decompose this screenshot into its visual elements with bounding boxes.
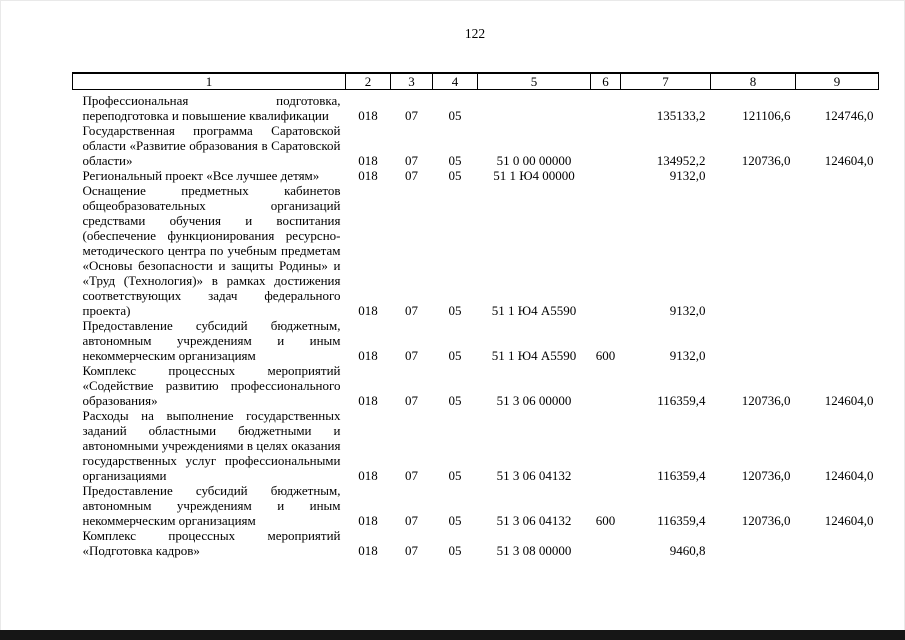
row-value: 9132,0	[669, 303, 706, 318]
row-value: 124604,0	[824, 153, 874, 168]
row-value: 51 1 Ю4 А5590	[491, 348, 577, 363]
row-value: 05	[448, 393, 462, 408]
row-value: 116359,4	[657, 468, 706, 483]
column-header: 7	[621, 73, 711, 90]
row-value: 05	[448, 153, 462, 168]
row-value	[478, 90, 591, 124]
row-value: 018	[358, 468, 378, 483]
table-row	[73, 168, 879, 183]
table-row	[73, 123, 879, 168]
row-value: 018	[358, 153, 378, 168]
row-value	[796, 168, 879, 183]
row-value: 07	[405, 543, 418, 558]
row-description: Комплекс процессных мероприятий «Подготовка кадров»	[82, 528, 341, 558]
row-value: 018	[358, 513, 378, 528]
table-row	[73, 90, 879, 124]
row-value	[796, 318, 879, 363]
row-description: Оснащение предметных кабинетов общеобразовательных организаций средствами обучения и воспитания (обеспечение функционирования ресурсно-методического центра по учебным предметам «Основы безопасности и защиты Родины» и «Труд (Технология)» в рамках достижения соответствующих задач федерального проекта)	[82, 183, 341, 318]
table-body	[73, 90, 879, 559]
row-value: 07	[405, 108, 418, 123]
row-value: 51 1 Ю4 А5590	[491, 303, 577, 318]
row-value	[591, 528, 621, 558]
column-header: 9	[796, 73, 879, 90]
row-description: Предоставление субсидий бюджетным, автономным учреждениям и иным некоммерческим организациям	[82, 483, 341, 528]
row-value: 07	[405, 348, 418, 363]
row-value	[711, 318, 796, 363]
row-value: 124746,0	[824, 108, 874, 123]
table-header	[73, 73, 879, 90]
row-value: 9460,8	[669, 543, 706, 558]
column-header: 2	[346, 73, 391, 90]
row-description: Предоставление субсидий бюджетным, автономным учреждениям и иным некоммерческим организациям	[82, 318, 341, 363]
table-row	[73, 483, 879, 528]
row-value: 120736,0	[741, 468, 791, 483]
budget-table	[72, 72, 879, 558]
row-value	[591, 168, 621, 183]
table-row	[73, 528, 879, 558]
row-description: Профессиональная подготовка, переподготовка и повышение квалификации	[82, 93, 341, 123]
row-description: Расходы на выполнение государственных заданий областными бюджетными и автономными учреждениями в целях оказания государственных услуг профессиональными организациями	[82, 408, 341, 483]
row-value: 07	[405, 168, 418, 183]
row-value	[711, 168, 796, 183]
row-value: 51 3 08 00000	[496, 543, 572, 558]
column-header: 6	[591, 73, 621, 90]
row-value: 116359,4	[657, 393, 706, 408]
row-value: 07	[405, 303, 418, 318]
row-value: 05	[448, 168, 462, 183]
row-value	[591, 408, 621, 483]
row-value: 05	[448, 303, 462, 318]
row-value: 124604,0	[824, 513, 874, 528]
row-value	[591, 363, 621, 408]
table-header-row	[73, 73, 879, 90]
row-value: 120736,0	[741, 153, 791, 168]
row-value: 124604,0	[824, 393, 874, 408]
row-value: 120736,0	[741, 393, 791, 408]
row-value	[796, 528, 879, 558]
row-value: 124604,0	[824, 468, 874, 483]
row-value: 018	[358, 108, 378, 123]
row-value: 07	[405, 468, 418, 483]
row-value	[591, 123, 621, 168]
row-description: Комплекс процессных мероприятий «Содействие развитию профессионального образования»	[82, 363, 341, 408]
row-value: 51 3 06 00000	[496, 393, 572, 408]
row-value: 018	[358, 303, 378, 318]
column-header: 8	[711, 73, 796, 90]
table-row	[73, 318, 879, 363]
row-value: 05	[448, 348, 462, 363]
row-value: 05	[448, 543, 462, 558]
row-value: 121106,6	[742, 108, 791, 123]
row-description: Государственная программа Саратовской области «Развитие образования в Саратовской области»	[82, 123, 341, 168]
row-value: 600	[595, 513, 616, 528]
row-value: 51 0 00 00000	[496, 153, 572, 168]
row-value: 018	[358, 543, 378, 558]
row-value: 05	[448, 513, 462, 528]
row-value: 05	[448, 468, 462, 483]
column-header: 4	[433, 73, 478, 90]
row-value	[711, 528, 796, 558]
row-value: 018	[358, 168, 378, 183]
row-value: 018	[358, 348, 378, 363]
row-value: 51 1 Ю4 00000	[493, 168, 575, 183]
table-row	[73, 363, 879, 408]
row-value: 116359,4	[657, 513, 706, 528]
row-value: 05	[448, 108, 462, 123]
table-row	[73, 183, 879, 318]
row-value: 120736,0	[741, 513, 791, 528]
row-value	[796, 183, 879, 318]
row-value	[711, 183, 796, 318]
row-description: Региональный проект «Все лучшее детям»	[82, 168, 320, 183]
row-value: 9132,0	[669, 348, 706, 363]
row-value	[591, 183, 621, 318]
row-value: 51 3 06 04132	[496, 513, 572, 528]
row-value: 018	[358, 393, 378, 408]
row-value: 135133,2	[656, 108, 706, 123]
row-value: 134952,2	[656, 153, 706, 168]
row-value: 07	[405, 513, 418, 528]
row-value: 9132,0	[669, 168, 706, 183]
bottom-bar	[0, 630, 905, 640]
row-value: 07	[405, 393, 418, 408]
row-value	[591, 90, 621, 124]
row-value: 51 3 06 04132	[496, 468, 572, 483]
row-value: 07	[405, 153, 418, 168]
column-header: 1	[73, 73, 346, 90]
column-header: 3	[391, 73, 433, 90]
table-row	[73, 408, 879, 483]
column-header: 5	[478, 73, 591, 90]
row-value: 600	[595, 348, 616, 363]
page-number: 122	[464, 26, 486, 41]
